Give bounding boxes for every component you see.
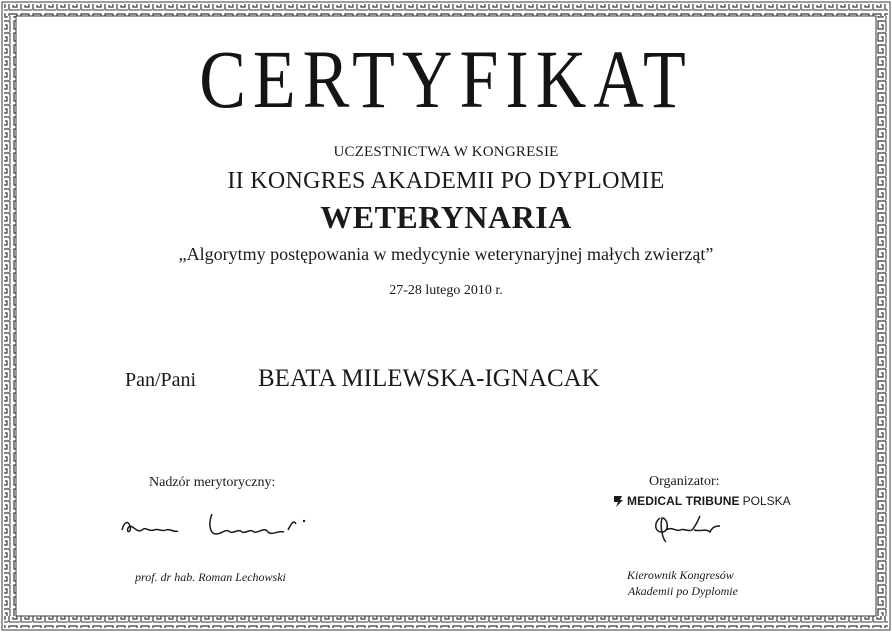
- congress-date: 27-28 lutego 2010 r.: [389, 283, 503, 298]
- organizer-role-line2: Akademii po Dyplomie: [628, 584, 738, 598]
- medical-tribune-logo-mark-icon: [612, 494, 624, 508]
- logo-text-light: POLSKA: [742, 494, 791, 508]
- organizer-signature: [650, 508, 730, 548]
- participation-line: UCZESTNICTWA W KONGRESIE: [333, 144, 559, 160]
- certificate-title: CERTYFIKAT: [199, 35, 693, 127]
- supervision-heading: Nadzór merytoryczny:: [149, 475, 276, 490]
- congress-name: II KONGRES AKADEMII PO DYPLOMIE: [227, 168, 665, 194]
- medical-tribune-logo: [612, 494, 791, 508]
- congress-field: WETERYNARIA: [320, 199, 572, 235]
- supervisor-signature: [118, 500, 318, 550]
- logo-text-bold: MEDICAL TRIBUNE: [627, 494, 740, 508]
- supervisor-name: prof. dr hab. Roman Lechowski: [135, 570, 286, 584]
- recipient-label: Pan/Pani: [125, 369, 197, 391]
- organizer-role-line1: Kierownik Kongresów: [627, 568, 734, 582]
- recipient-name: BEATA MILEWSKA-IGNACAK: [258, 365, 600, 392]
- congress-topic: „Algorytmy postępowania w medycynie weterynaryjnej małych zwierząt”: [178, 244, 714, 264]
- organizer-heading: Organizator:: [649, 474, 720, 489]
